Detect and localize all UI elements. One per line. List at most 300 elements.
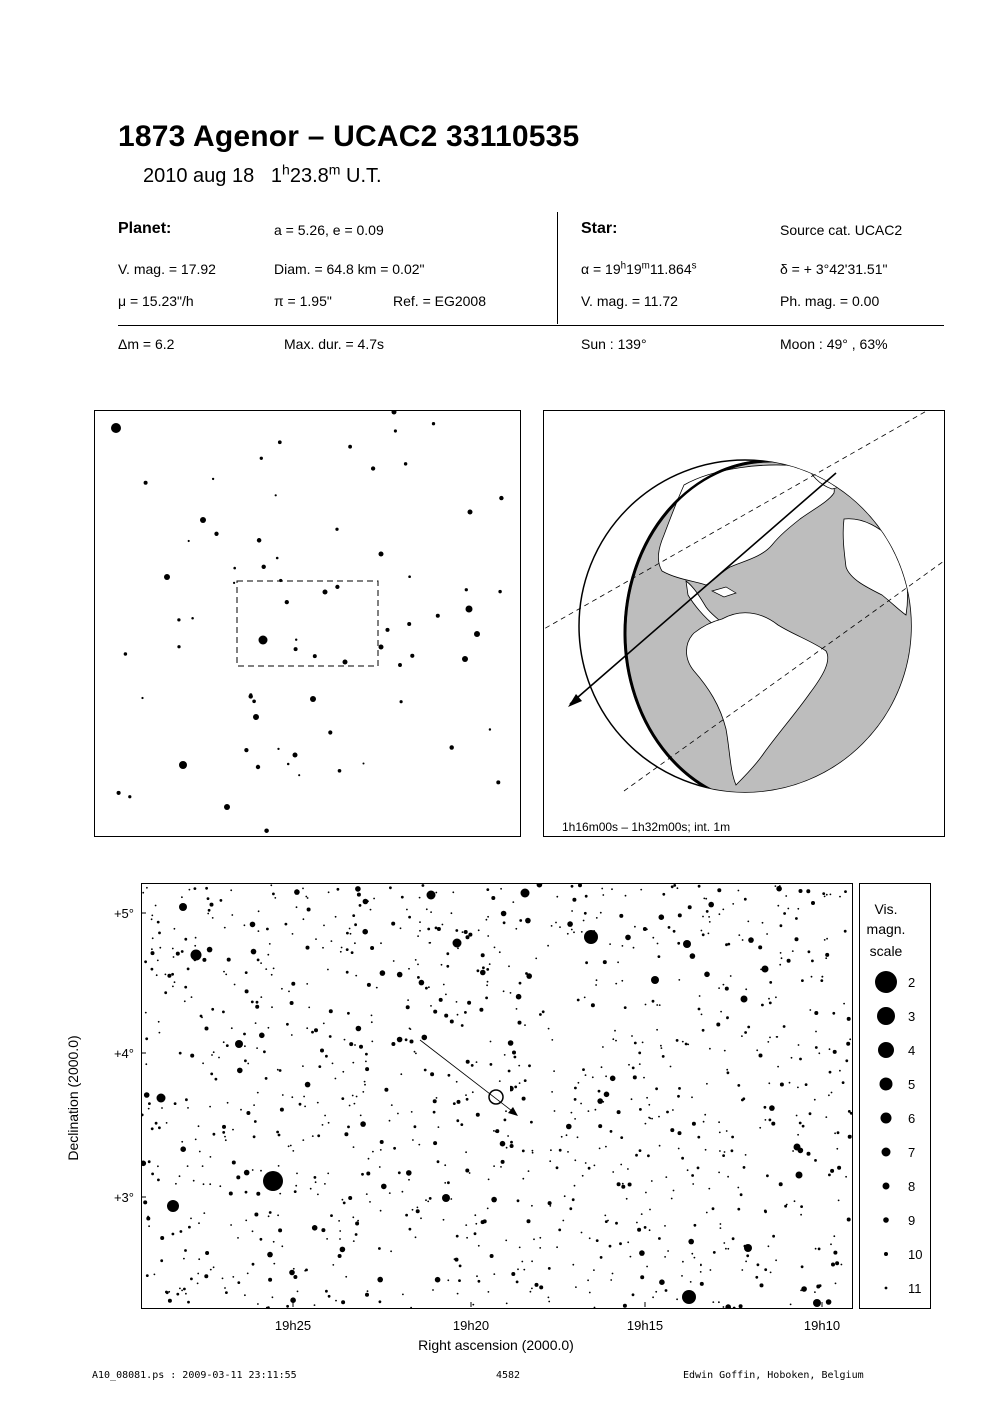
star-heading: Star: [581, 220, 618, 237]
magnitude-legend [859, 883, 931, 1309]
map-star [564, 1195, 566, 1197]
map-star [195, 1139, 197, 1141]
map-star [340, 1249, 343, 1252]
map-star [244, 924, 246, 926]
map-star [634, 926, 636, 928]
map-star [802, 1125, 805, 1128]
map-star [630, 1256, 632, 1258]
map-star [780, 952, 782, 954]
map-star [348, 1196, 352, 1200]
map-star [657, 943, 659, 945]
map-star [402, 1191, 404, 1193]
star-map-field [142, 884, 852, 1308]
ra-minutes: 19 [626, 261, 642, 277]
map-star [548, 1301, 550, 1303]
map-star [503, 990, 505, 992]
map-star [172, 948, 174, 950]
map-star [601, 888, 603, 890]
map-star [719, 1132, 721, 1134]
map-star [267, 1252, 273, 1258]
map-star [725, 943, 728, 946]
map-star [235, 1040, 243, 1048]
map-star [825, 1116, 827, 1118]
map-star [645, 1004, 647, 1006]
map-star [491, 1197, 497, 1203]
map-star [770, 1272, 772, 1274]
map-star [845, 1059, 848, 1062]
finder-star [285, 600, 289, 604]
map-star [380, 1210, 382, 1212]
map-star [346, 932, 349, 935]
map-star [664, 1225, 666, 1227]
map-star [173, 956, 175, 958]
map-star [405, 1038, 408, 1041]
map-star [293, 1268, 295, 1270]
map-star [362, 1091, 364, 1093]
map-star [442, 1194, 450, 1202]
map-star [419, 897, 421, 899]
map-star [476, 1275, 478, 1277]
map-star [393, 1147, 396, 1150]
map-star [355, 1222, 359, 1226]
map-star [634, 1042, 637, 1045]
map-star [636, 1222, 638, 1224]
map-star [504, 1054, 506, 1056]
map-star [328, 1295, 331, 1298]
map-star [830, 1243, 832, 1245]
map-star [341, 947, 343, 949]
map-star [305, 1269, 308, 1272]
map-star [245, 1191, 248, 1194]
map-star [732, 1237, 735, 1240]
map-star [181, 950, 184, 953]
finder-star [117, 791, 121, 795]
finder-star [496, 780, 500, 784]
map-star [307, 897, 309, 899]
map-star [548, 1201, 552, 1205]
map-star [346, 948, 349, 951]
map-star [598, 1124, 602, 1128]
map-star [389, 1192, 391, 1194]
map-star [311, 1031, 314, 1034]
map-star [438, 1126, 440, 1128]
finder-star [462, 656, 468, 662]
map-star [220, 899, 223, 902]
map-star [444, 1014, 448, 1018]
map-star [605, 1075, 607, 1077]
map-star [587, 1279, 589, 1281]
map-star [142, 1161, 146, 1167]
map-star [703, 1121, 705, 1123]
map-star [415, 959, 417, 961]
map-star [847, 1218, 851, 1222]
map-star [260, 1238, 263, 1241]
map-star [245, 1220, 247, 1222]
map-star [809, 1112, 812, 1115]
map-star [481, 1220, 485, 1224]
finder-star [253, 714, 259, 720]
finder-star [407, 622, 411, 626]
map-star [273, 1263, 275, 1265]
map-star [486, 888, 489, 891]
map-star [447, 1181, 450, 1184]
map-star [203, 1183, 205, 1185]
map-star [317, 1102, 319, 1104]
map-star [833, 1235, 835, 1237]
map-star [521, 1261, 523, 1263]
map-star [401, 896, 404, 899]
map-star [612, 1038, 614, 1040]
finder-star [244, 748, 248, 752]
map-star [471, 1064, 474, 1067]
map-star [726, 1016, 729, 1019]
map-star [677, 1095, 680, 1098]
map-star [224, 927, 226, 929]
map-star [151, 948, 153, 950]
map-star [602, 1046, 604, 1048]
map-star [720, 1227, 722, 1229]
map-star [269, 943, 271, 945]
map-star [225, 1291, 228, 1294]
map-star [718, 1121, 720, 1123]
map-star [145, 1012, 147, 1014]
y-tick-label: +3° [113, 1190, 134, 1205]
map-star [380, 1140, 384, 1144]
map-star [435, 892, 437, 894]
map-star [456, 1235, 459, 1238]
map-star [312, 1225, 318, 1231]
map-star [775, 996, 777, 998]
map-star [531, 1288, 533, 1290]
map-star [322, 1124, 324, 1126]
map-star [698, 885, 701, 888]
map-star [691, 1253, 693, 1255]
finder-star [275, 494, 277, 496]
map-star [493, 1165, 495, 1167]
map-star [179, 1175, 181, 1177]
map-star [455, 1258, 459, 1262]
map-star [792, 1150, 794, 1152]
map-star [197, 1283, 199, 1285]
map-star [567, 1151, 569, 1153]
map-star [572, 1264, 574, 1266]
map-star [151, 968, 154, 971]
map-star [268, 1278, 272, 1282]
map-star [769, 1119, 772, 1122]
map-star [550, 1149, 552, 1151]
map-star [759, 1127, 761, 1129]
map-star [291, 1034, 293, 1036]
header-divider-vertical [557, 212, 558, 324]
map-star [304, 1106, 306, 1108]
map-star [472, 1304, 474, 1306]
map-star [224, 1287, 226, 1289]
map-star [548, 1267, 551, 1270]
map-star [257, 1092, 259, 1094]
map-star [371, 1041, 373, 1043]
map-star [839, 1070, 841, 1072]
map-star [474, 1232, 477, 1235]
map-star [380, 1149, 382, 1151]
map-star [522, 1150, 525, 1153]
map-star [466, 1237, 468, 1239]
planet-parallax: π = 1.95" [274, 293, 332, 309]
map-star [610, 1076, 616, 1082]
map-star [465, 1224, 467, 1226]
finder-star [343, 660, 348, 665]
map-star [213, 1051, 215, 1053]
map-star [741, 1269, 743, 1271]
map-star [329, 1009, 333, 1013]
finder-star [298, 774, 300, 776]
map-star [647, 1154, 650, 1157]
map-star [658, 1237, 661, 1240]
map-star [506, 1147, 508, 1149]
map-star [708, 1188, 710, 1190]
map-star [225, 974, 227, 976]
map-star [845, 1176, 847, 1178]
map-star [818, 1248, 821, 1251]
map-star [673, 884, 676, 887]
map-star [517, 1268, 519, 1270]
map-star [446, 965, 449, 968]
map-star [571, 1112, 573, 1114]
map-star [671, 885, 674, 888]
map-star [676, 1298, 678, 1300]
map-star [700, 1264, 702, 1266]
map-star [151, 951, 155, 955]
finder-star [260, 457, 263, 460]
map-star [263, 1171, 283, 1191]
map-star [446, 952, 449, 955]
map-star [759, 1054, 763, 1058]
map-star [532, 1152, 534, 1154]
map-star [389, 1120, 391, 1122]
map-star [174, 981, 176, 983]
map-star [349, 1042, 353, 1046]
map-star [397, 1113, 399, 1115]
map-star [739, 1304, 743, 1308]
map-star [464, 930, 468, 934]
map-star [476, 1113, 480, 1117]
map-star [453, 939, 462, 948]
map-star [487, 981, 489, 983]
y-axis-label: Declination (2000.0) [65, 1035, 81, 1161]
magnitude-legend-svg [860, 884, 930, 1308]
legend-title-line2: magn. [866, 921, 906, 937]
map-star [144, 960, 147, 963]
map-star [596, 917, 598, 919]
map-star [797, 908, 799, 910]
map-star [222, 1125, 226, 1129]
map-star [499, 1080, 501, 1082]
map-star [495, 1131, 497, 1133]
map-star [328, 1122, 330, 1124]
map-star [549, 1160, 551, 1162]
map-star [694, 1224, 697, 1227]
map-star [466, 1060, 470, 1064]
planet-motion: μ = 15.23"/h [118, 293, 194, 309]
map-star [720, 1223, 722, 1225]
finder-star [323, 590, 328, 595]
map-star [661, 1047, 663, 1049]
map-star [539, 1237, 541, 1239]
map-star [253, 1104, 255, 1106]
map-star [209, 1183, 211, 1185]
map-star [369, 1201, 371, 1203]
map-star [722, 909, 724, 911]
map-star [232, 1276, 234, 1278]
map-star [818, 1052, 820, 1054]
map-star [656, 1004, 658, 1006]
map-star [737, 1208, 740, 1211]
map-star [325, 1290, 328, 1293]
map-star [718, 1301, 720, 1303]
map-star [428, 986, 430, 988]
map-star [610, 1130, 613, 1133]
map-star [683, 940, 691, 948]
map-star [822, 892, 825, 895]
map-star [146, 887, 148, 889]
map-star [559, 926, 561, 928]
map-star [600, 912, 602, 914]
map-star [727, 1071, 730, 1074]
map-star [510, 1141, 513, 1144]
map-star [330, 1214, 333, 1217]
map-star [327, 969, 329, 971]
map-star [727, 1176, 729, 1178]
map-star [210, 1269, 212, 1271]
map-star [296, 1173, 298, 1175]
map-star [585, 961, 588, 964]
map-star [335, 916, 337, 918]
map-star [507, 1135, 509, 1137]
map-star [247, 1063, 249, 1065]
map-star [829, 1048, 831, 1050]
map-star [656, 1029, 658, 1031]
map-star [303, 918, 305, 920]
map-star [338, 1220, 340, 1222]
map-star [584, 912, 587, 915]
map-star [205, 1251, 209, 1255]
map-star [839, 896, 841, 898]
map-star [180, 1146, 186, 1152]
map-star [281, 1245, 283, 1247]
map-star [687, 1044, 689, 1046]
map-star [625, 935, 631, 941]
map-star [478, 929, 480, 931]
map-star [798, 1044, 800, 1046]
map-star [533, 1238, 535, 1240]
map-star [151, 918, 153, 920]
map-star [567, 933, 569, 935]
finder-star [310, 696, 316, 702]
map-star [406, 1005, 410, 1009]
map-star [702, 1029, 705, 1032]
map-star [519, 919, 522, 922]
map-star [193, 1180, 195, 1182]
map-star [834, 1132, 836, 1134]
x-tick-label: 19h10 [803, 1318, 841, 1333]
map-star [202, 958, 206, 962]
legend-dot [883, 1183, 890, 1190]
map-star [302, 1139, 304, 1141]
map-star [678, 1148, 680, 1150]
map-star [156, 974, 158, 976]
y-tick-label: +4° [113, 1046, 134, 1061]
map-star [708, 933, 710, 935]
map-star [524, 1079, 527, 1082]
map-star [487, 916, 489, 918]
map-star [499, 951, 501, 953]
map-star [762, 922, 764, 924]
map-star [785, 895, 787, 897]
map-star [643, 927, 647, 931]
map-star [700, 1271, 702, 1273]
map-star [194, 958, 197, 961]
map-star [760, 969, 762, 971]
map-star [355, 975, 357, 977]
finder-star [394, 429, 397, 432]
map-star [436, 1097, 438, 1099]
map-star [646, 1266, 648, 1268]
map-star [843, 1003, 845, 1005]
map-star [522, 1097, 526, 1101]
map-star [414, 1051, 416, 1053]
map-star [277, 1069, 279, 1071]
map-star [780, 924, 783, 927]
map-star [320, 1049, 324, 1053]
map-star [406, 909, 408, 911]
map-star [637, 1228, 641, 1232]
map-star [159, 1032, 161, 1034]
map-star [607, 1220, 609, 1222]
map-star [584, 997, 586, 999]
map-star [516, 1008, 518, 1010]
map-star [553, 1070, 555, 1072]
map-star [198, 1125, 200, 1127]
map-star [583, 920, 585, 922]
map-star [415, 1236, 417, 1238]
map-star [601, 1066, 603, 1068]
map-star [682, 1261, 684, 1263]
map-star [659, 1279, 665, 1285]
map-star [486, 984, 488, 986]
header-divider-horizontal [118, 325, 944, 326]
map-star [500, 888, 502, 890]
map-star [254, 1213, 258, 1217]
map-star [569, 1207, 572, 1210]
map-star [668, 926, 671, 929]
map-star [215, 1078, 218, 1081]
map-star [278, 1183, 280, 1185]
finder-star [111, 423, 121, 433]
map-star [493, 1273, 495, 1275]
planet-orbit: a = 5.26, e = 0.09 [274, 222, 384, 238]
map-star [488, 1179, 490, 1181]
finder-star [293, 753, 298, 758]
map-star [145, 1037, 148, 1040]
map-star [748, 937, 754, 943]
map-star [148, 1108, 150, 1110]
map-star [445, 994, 447, 996]
map-star [360, 1121, 366, 1127]
map-star [724, 1151, 726, 1153]
map-star [631, 1098, 633, 1100]
map-star [584, 930, 598, 944]
map-star [188, 1226, 191, 1229]
map-star [842, 1081, 845, 1084]
